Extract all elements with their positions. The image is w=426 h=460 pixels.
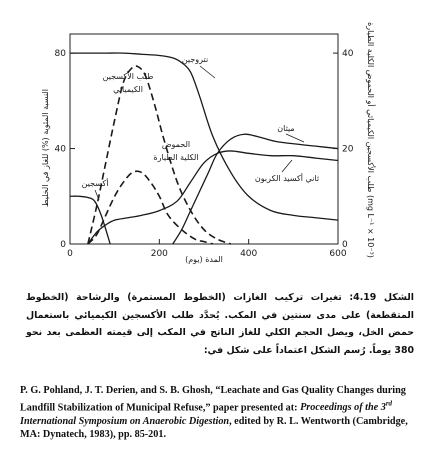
leader-co2 xyxy=(282,160,292,172)
annotation-oxygen: أكسجين xyxy=(81,179,109,188)
x-tick-label: 600 xyxy=(329,249,347,259)
y-axis-right-label: طلب الأكسجين الكيميائي أو الحموض الكلية الطيارة (mg L⁻¹ × 10⁻³) xyxy=(366,22,375,258)
x-tick-label: 0 xyxy=(67,249,73,259)
annotation-methane: ميثان xyxy=(277,124,295,133)
annotation-vfa-1: الحموض xyxy=(161,140,191,149)
x-tick-label: 200 xyxy=(150,249,168,259)
series-line-3 xyxy=(88,151,338,244)
y-left-tick-label: 80 xyxy=(54,49,66,60)
caption-lead: الشكل 4.19: xyxy=(349,292,415,303)
reference-publisher: , edited by R. L. Wentworth (Cambridge, MA: Dynatech, 1983), pp. 85-201. xyxy=(20,415,408,441)
annotation-vfa-2: الكلية الطيارة xyxy=(153,153,199,162)
leader-methane xyxy=(286,134,304,142)
annotation-nitrogen: نتروجين xyxy=(181,55,209,64)
y-right-tick-label: 40 xyxy=(342,49,354,60)
y-left-tick-label: 0 xyxy=(60,240,66,250)
series-line-2 xyxy=(173,134,338,244)
x-axis-label: المدة (يوم) xyxy=(185,255,223,264)
annotation-cod-1: طلب الأكسجين xyxy=(102,72,154,81)
annotation-cod-2: الكيميائي xyxy=(113,85,143,94)
figure-caption xyxy=(26,289,414,359)
y-left-tick-label: 40 xyxy=(54,144,66,155)
caption-body: تغيرات تركيب الغازات (الخطوط المستمرة) والرشاحة (الخطوط المتقطعة) على مدى سنتين في المكب. يُحدَّد طلب الأكسجين الكيميائي باستعمال حمض الخل، ويصل الحجم الكلي للغاز الناتج في المكب إلى قيمته العظمى بعد نحو 380 يوماً. رُسم الشكل اعتماداً على شكل في: xyxy=(26,292,414,356)
leader-nitrogen xyxy=(200,66,215,78)
reference-authors: P. G. Pohland, J. T. Derien, and S. B. Ghosh, “Leachate and Gas Quality Changes during Landfill Stabilization of Municipal Refuse,” paper presented at: xyxy=(20,385,406,413)
series-line-1 xyxy=(70,196,110,244)
reference-title: Proceedings of the 3rd International Symposium on Anaerobic Digestion xyxy=(20,399,393,427)
y-right-tick-label: 20 xyxy=(342,144,354,155)
figure-reference xyxy=(20,384,412,442)
y-axis-left-label: النسبة المئوية (%) للغاز في الخليط xyxy=(41,88,50,208)
y-right-tick-label: 0 xyxy=(342,240,348,250)
annotation-co2: ثاني أكسيد الكربون xyxy=(254,174,320,183)
x-tick-label: 400 xyxy=(240,249,258,259)
